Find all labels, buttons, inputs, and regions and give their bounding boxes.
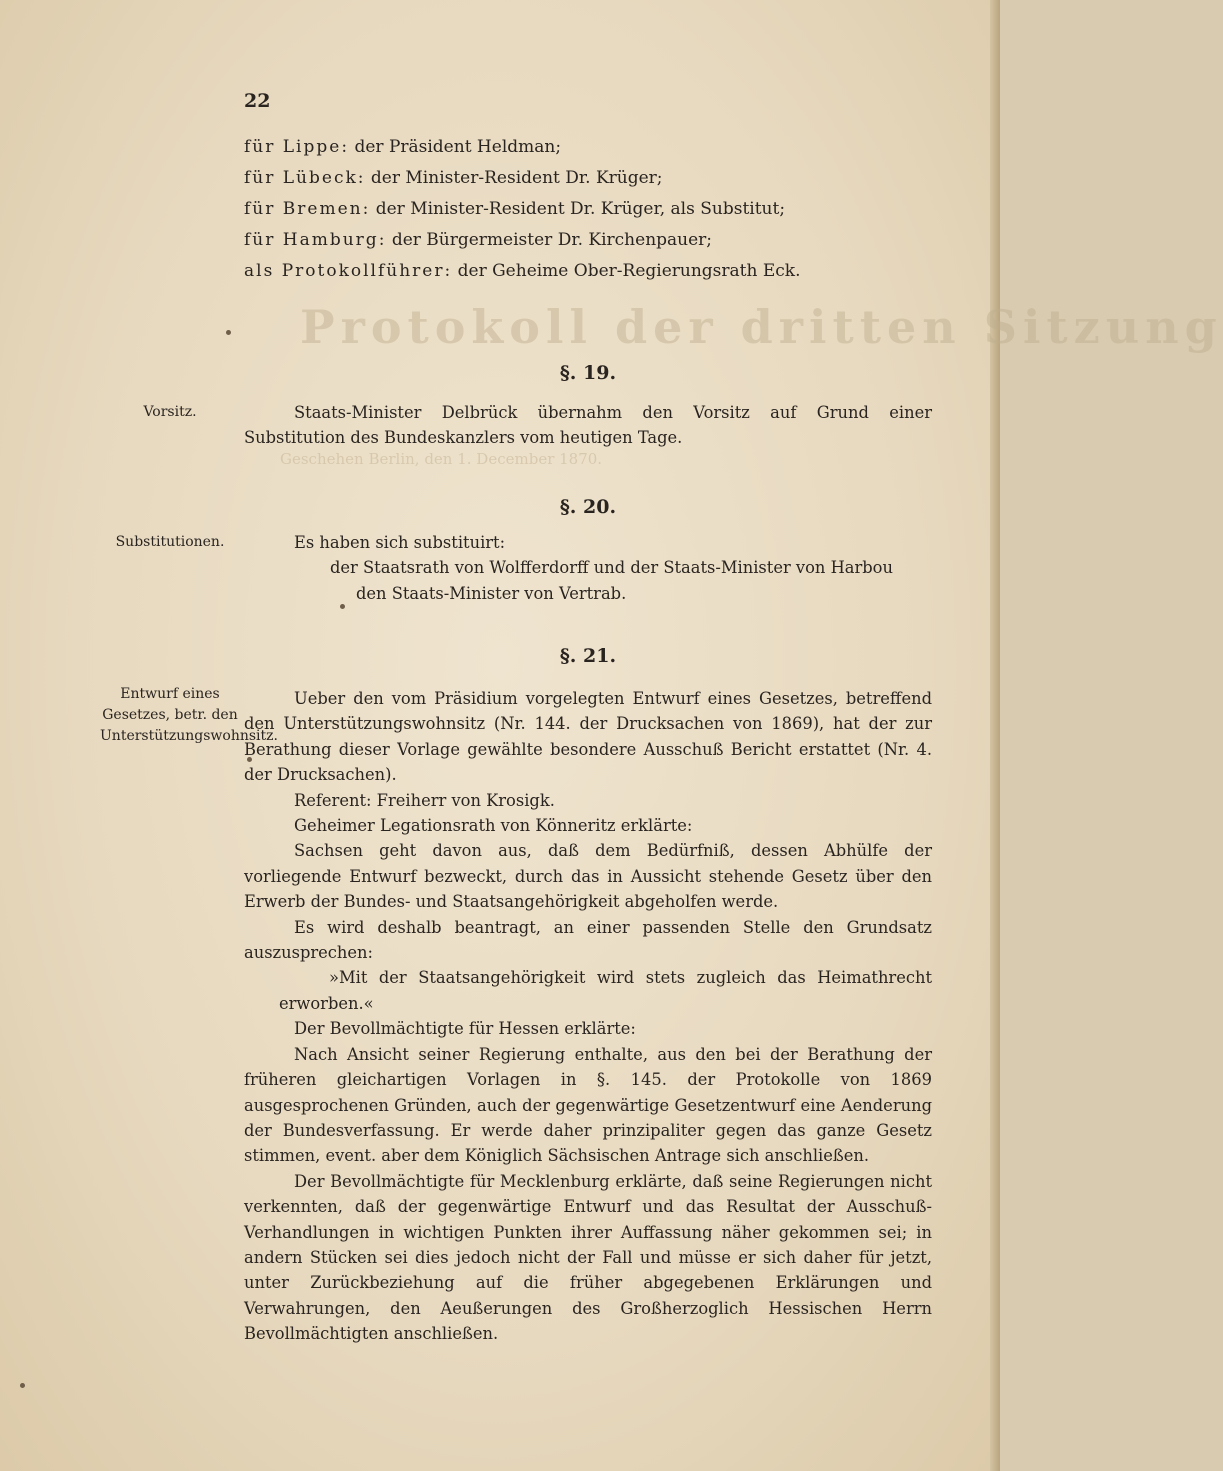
representative-line: [244, 225, 884, 256]
bleed-through-text: Protokoll der dritten Sitzung: [300, 300, 1223, 354]
paragraph: Nach Ansicht seiner Regierung enthalte, aus den bei der Berathung der früheren gleichartigen Vorlagen in §. 145. der Protokolle von 1869 ausgesprochenen Gründen, auch der gegenwärtige Gesetzentwurf eine Aenderung der Bundesverfassung. Er werde daher prinzipaliter gegen das ganze Gesetz stimmen, event. aber dem Königlich Sächsischen Antrage sich anschließen.: [244, 1044, 932, 1166]
state-name: für Bremen:: [244, 199, 371, 219]
state-name: als Protokollführer:: [244, 261, 453, 281]
representative-line: [244, 256, 884, 287]
representative-line: [244, 194, 884, 225]
paragraph: Referent: Freiherr von Krosigk.: [294, 790, 555, 810]
bleed-through-text: Geschehen Berlin, den 1. December 1870.: [280, 450, 603, 468]
quoted-proposal: »Mit der Staatsangehörigkeit wird stets zugleich das Heimathrecht erworben.«: [279, 968, 932, 1013]
person-name: der Geheime Ober-Regierungsrath Eck.: [457, 261, 801, 281]
representatives-list: [244, 132, 884, 287]
paragraph: Der Bevollmächtigte für Hessen erklärte:: [294, 1019, 636, 1039]
person-name: der Minister-Resident Dr. Krüger;: [370, 168, 663, 188]
page-edge: [990, 0, 1000, 1471]
paragraph: Es wird deshalb beantragt, an einer passenden Stelle den Grundsatz auszusprechen:: [244, 917, 932, 963]
margin-note-substitutionen: Substitutionen.: [115, 534, 225, 550]
section-21-body: [244, 686, 932, 1347]
substitution-line: der Staatsrath von Wolfferdorff und der Staats-Minister von Harbou: [330, 558, 893, 578]
ink-speck: [226, 330, 231, 335]
person-name: der Bürgermeister Dr. Kirchenpauer;: [391, 230, 713, 250]
section-19-body: [244, 400, 932, 451]
person-name: der Minister-Resident Dr. Krüger, als Substitut;: [375, 199, 786, 219]
margin-note-vorsitz: Vorsitz.: [143, 404, 197, 420]
state-name: für Lübeck:: [244, 168, 366, 188]
state-name: für Lippe:: [244, 137, 350, 157]
paragraph: Ueber den vom Präsidium vorgelegten Entwurf eines Gesetzes, betreffend den Unterstützungswohnsitz (Nr. 144. der Drucksachen von 1869), hat der zur Berathung dieser Vorlage gewählte besondere Ausschuß Bericht erstattet (Nr. 4. der Drucksachen).: [244, 689, 932, 785]
representative-line: [244, 163, 884, 194]
section-heading-20: §. 20.: [559, 496, 617, 518]
paragraph: Es haben sich substituirt:: [294, 533, 506, 552]
substitution-line: den Staats-Minister von Vertrab.: [356, 583, 627, 603]
margin-note-entwurf: Entwurf eines Gesetzes, betr. den Unterstützungswohnsitz.: [100, 686, 278, 744]
section-heading-19: §. 19.: [559, 362, 617, 384]
paragraph: Der Bevollmächtigte für Mecklenburg erklärte, daß seine Regierungen nicht verkennten, daß der gegenwärtige Entwurf und das Resultat der Ausschuß-Verhandlungen in wichtigen Punkten ihrer Auffassung näher gekommen sei; in andern Stücken sei dies jedoch nicht der Fall und müsse er sich daher für jetzt, unter Zurückbeziehung auf die früher abgegebenen Erklärungen und Verwahrungen, den Aeußerungen des Großherzoglich Hessischen Herrn Bevollmächtigten anschließen.: [244, 1171, 932, 1344]
paragraph: Sachsen geht davon aus, daß dem Bedürfniß, dessen Abhülfe der vorliegende Entwurf bezweckt, durch das in Aussicht stehende Gesetz über den Erwerb der Bundes- und Staatsangehörigkeit abgeholfen werde.: [244, 841, 932, 912]
ink-speck: [20, 1383, 25, 1388]
paragraph: Geheimer Legationsrath von Könneritz erklärte:: [294, 816, 693, 836]
section-20-body: [244, 530, 932, 606]
paragraph: Staats-Minister Delbrück übernahm den Vorsitz auf Grund einer Substitution des Bundeskanzlers vom heutigen Tage.: [244, 403, 932, 448]
section-heading-21: §. 21.: [559, 645, 617, 667]
state-name: für Hamburg:: [244, 230, 387, 250]
representative-line: [244, 132, 884, 163]
person-name: der Präsident Heldman;: [354, 137, 562, 157]
page-number: 22: [244, 90, 271, 112]
